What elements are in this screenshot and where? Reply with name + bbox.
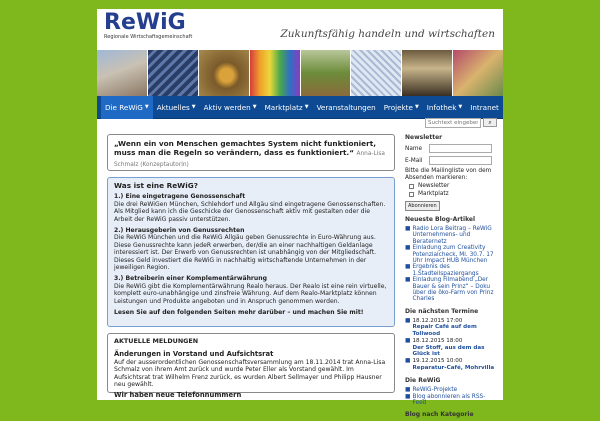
option-label: Newsletter [418,183,450,189]
bullet-icon: ■ [405,245,411,252]
nav-item-6[interactable] [423,96,466,119]
bullet-icon: ■ [405,338,411,345]
logo-text: ReWiG [104,10,186,35]
news-text: Auf der ausserordentlichen Genossenschaftsversammlung am 18.11.2014 trat Anna-Lisa Schmalz von ihrem Amt zurück und wurde Peter Eller als Vorstand gewählt. Im Aufsichtsrat trat Wilhelm Frenz zurück, es wurden Albert Sellmayer und Philipp Hausner neu gewählt. [114,358,386,389]
rewig-link[interactable]: Blog abonnieren als RSS-Feed [412,393,486,406]
event-title[interactable]: Der Stoff, aus dem das Glück ist [412,344,485,357]
event-item[interactable] [405,338,497,358]
email-label: E-Mail [405,157,423,164]
event-body [412,338,497,358]
search-input[interactable] [425,118,481,128]
bullet-icon: ■ [405,387,411,394]
event-body [412,358,494,372]
banner-photo-plans [351,50,401,96]
banner-photo-solar [148,50,198,96]
event-date: 18.12.2015 18:00 [412,338,463,345]
info-section [114,275,388,305]
chevron-down-icon: ▼ [144,104,149,110]
checkbox[interactable] [409,192,414,197]
info-footer: Lesen Sie auf den folgenden Seiten mehr darüber – und machen Sie mit! [114,309,364,317]
newsletter-option[interactable] [409,183,497,189]
event-title[interactable]: Repair Café auf dem Tollwood [412,324,477,337]
info-section-text: Die ReWiG München und die ReWiG Allgäu geben Genussrechte in Euro-Währung aus. Diese Genussrechte kann jedeR erwerben, der/die an einer nachhaltigen Geldanlage interessiert ist. Der Erwerb von Genussrechten ist unabhängig von der Mitgliedschaft. Dieses Geld investiert die ReWiG in nachhaltig wirtschaftende Unternehmen in der jeweiligen Region. [114,234,377,272]
blog-link[interactable]: Einladung Filmabend „Der Bauer & sein Prinz“ – Doku über die öko-Farm von Prinz Charles [412,277,494,303]
blog-item[interactable] [405,277,497,303]
news-box [107,333,395,400]
events-title: Die nächsten Termine [405,307,479,315]
nav-item-3[interactable] [261,96,313,119]
nav-item-label: Marktplatz [264,102,303,112]
email-field[interactable] [429,156,492,165]
bullet-icon: ■ [405,393,411,400]
chevron-down-icon: ▼ [414,104,419,110]
info-section [114,193,388,223]
event-date: 19.12.2015 10:00 [412,358,463,365]
search-button[interactable] [483,118,497,127]
blog-item[interactable] [405,245,497,264]
quote-text: „Wenn ein von Menschen gemachtes System nicht funktioniert, muss man die Regeln so verändern, dass es funktioniert.“ [114,139,376,157]
quote-box [107,134,395,171]
info-section-heading: 3.) Betreiberin einer Komplementärwährung [114,275,267,283]
quote-author: Anna-Lisa Schmalz (Konzeptautorin) [114,151,385,168]
info-section-text: Die ReWiG gibt die Komplementärwährung Realo heraus. Der Realo ist eine rein virtuelle, komplett euro-unabhängige und zinsfreie Währung. Auf dem Realo-Marktplatz können Leistungen und Produkte angeboten und in Anspruch genommen werden. [114,282,387,305]
logo[interactable] [104,12,192,40]
nav-item-label: Die ReWiG [105,102,143,112]
chevron-down-icon: ▼ [191,104,196,110]
email-row [405,156,497,165]
rewig-list [405,387,497,406]
name-label: Name [405,145,423,152]
info-section-heading: 2.) Herausgeberin von Genussrechten [114,227,245,235]
news-title: AKTUELLE MELDUNGEN [114,337,199,345]
rewig-link[interactable]: ReWiG-Projekte [412,387,458,394]
nav-item-label: Veranstaltungen [316,102,376,112]
blog-list [405,226,497,303]
nav-item-label: Aktiv werden [203,102,251,112]
name-field[interactable] [429,144,492,153]
news-heading[interactable]: Änderungen in Vorstand und Aufsichtsrat [114,350,274,359]
event-item[interactable] [405,318,497,338]
nav-item-0[interactable] [101,96,153,119]
marktplatz-option[interactable] [409,191,497,197]
category-title: Blog nach Kategorie [405,411,474,419]
search-bar [97,119,503,129]
nav-item-7[interactable] [466,96,503,119]
tagline: Zukunftsfähig handeln und wirtschaften [280,28,495,40]
chevron-down-icon: ▼ [252,104,257,110]
photo-banner [97,50,503,96]
blog-link[interactable]: Ergebnis des 1.Stadteilspaziergangs [412,264,479,277]
nav-item-label: Projekte [383,102,413,112]
nav-item-1[interactable] [153,96,200,119]
info-section-heading: 1.) Eine eingetragene Genossenschaft [114,193,246,201]
search-icon: ⌕ [488,118,492,126]
nav-item-label: Intranet [470,102,499,112]
news-next-heading[interactable]: Wir haben neue Telefonnummern [114,391,242,400]
event-list [405,318,497,372]
blog-link[interactable]: Einladung zum Creativity Potenzialcheck, Mi. 30.7. 17 Uhr Impact HUB München [412,245,494,265]
nav-item-5[interactable] [380,96,423,119]
info-box [107,177,395,327]
banner-photo-money [453,50,503,96]
newsletter-title: Newsletter [405,134,443,141]
blog-title: Neueste Blog-Artikel [405,216,476,223]
rewig-item[interactable] [405,394,497,407]
banner-photo-bottles [402,50,452,96]
banner-photo-houses [97,50,147,96]
newsletter-intro: Bitte die Mailingliste von dem Absenden markieren: [405,168,492,181]
bullet-icon: ■ [405,264,411,271]
chevron-down-icon: ▼ [304,104,309,110]
bullet-icon: ■ [405,226,411,232]
checkbox[interactable] [409,184,414,189]
sidebar [405,134,497,421]
nav-item-label: Infothek [426,102,457,112]
event-date: 18.12.2015 17:00 [412,317,463,324]
logo-subtitle: Regionale Wirtschaftsgemeinschaft [104,34,193,40]
option-label: Marktplatz [418,191,449,197]
name-row [405,144,497,153]
bullet-icon: ■ [405,358,411,365]
subscribe-button[interactable]: Abonnieren [405,201,440,211]
blog-link[interactable]: Radio Lora Beitrag – ReWiG Unternehmens- und Beraternetz [412,226,492,245]
nav-item-2[interactable] [200,96,261,119]
header [97,9,503,50]
banner-photo-bee [199,50,249,96]
blog-item[interactable] [405,226,497,245]
event-title[interactable]: Reparatur-Café, Mohrvilla [412,364,495,371]
blog-item[interactable] [405,264,497,277]
main-nav [97,96,503,119]
banner-photo-pencils [250,50,300,96]
main-content [107,134,395,400]
info-section [114,227,388,271]
bullet-icon: ■ [405,277,411,284]
banner-photo-field [301,50,351,96]
event-item[interactable] [405,358,497,372]
info-section-text: Die drei ReWiGen München, Schlehdorf und Allgäu sind eingetragene Genossenschaften. Als Mitglied kann ich die Geschicke der Genossenschaft aktiv mit gestalten oder die Arbeit der ReWiG passiv unterstützen. [114,200,386,223]
bullet-icon: ■ [405,317,411,324]
event-body [412,318,497,338]
rewig-title: Die ReWiG [405,377,441,385]
chevron-down-icon: ▼ [458,104,463,110]
nav-item-label: Aktuelles [156,102,190,112]
nav-item-4[interactable] [313,96,380,119]
info-title: Was ist eine ReWiG? [114,181,198,190]
